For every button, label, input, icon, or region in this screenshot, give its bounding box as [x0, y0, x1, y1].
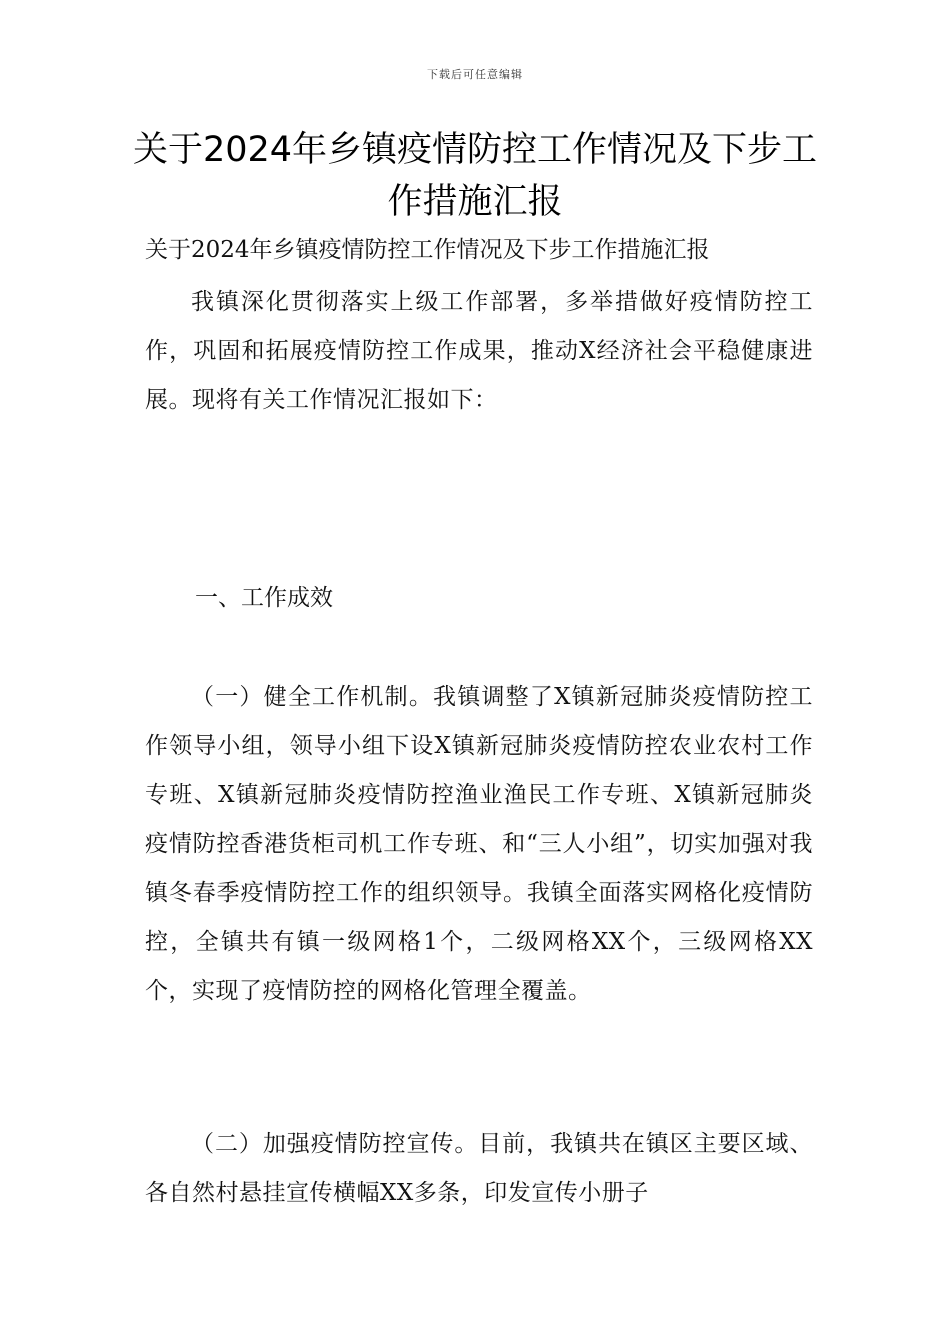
document-title: 关于2024年乡镇疫情防控工作情况及下步工作措施汇报 — [132, 130, 818, 222]
document-subtitle: 关于2024年乡镇疫情防控工作情况及下步工作措施汇报 — [145, 237, 710, 263]
item-paragraph-2: （二）加强疫情防控宣传。目前，我镇共在镇区主要区域、各自然村悬挂宣传横幅XX多条，印发宣传小册子 — [145, 1131, 813, 1206]
intro-paragraph: 我镇深化贯彻落实上级工作部署，多举措做好疫情防控工作，巩固和拓展疫情防控工作成果，推动X经济社会平稳健康进展。现将有关工作情况汇报如下： — [145, 289, 813, 413]
item-paragraph-1: （一）健全工作机制。我镇调整了X镇新冠肺炎疫情防控工作领导小组，领导小组下设X镇新冠肺炎疫情防控农业农村工作专班、X镇新冠肺炎疫情防控渔业渔民工作专班、X镇新冠肺炎疫情防控香港货柜司机工作专班、和“三人小组”，切实加强对我镇冬春季疫情防控工作的组织领导。我镇全面落实网格化疫情防控，全镇共有镇一级网格1个，二级网格XX个，三级网格XX个，实现了疫情防控的网格化管理全覆盖。 — [145, 684, 813, 1004]
header-note: 下载后可任意编辑 — [427, 68, 523, 81]
section-heading: 一、工作成效 — [195, 585, 333, 611]
